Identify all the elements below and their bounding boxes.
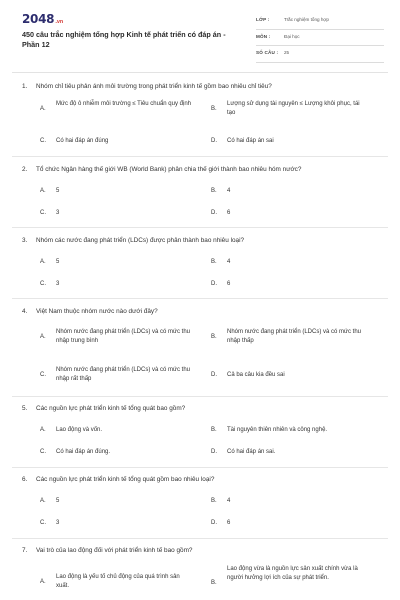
- question-number: 6.: [22, 476, 28, 483]
- option-text: Lượng sử dụng tài nguyên ≤ Lượng khôi phục, tái tạo: [227, 101, 360, 116]
- question-divider: [12, 538, 388, 539]
- question-prompt: Việt Nam thuộc nhóm nước nào dưới đây?: [36, 308, 158, 315]
- option-text: Nhóm nước đang phát triển (LDCs) và có mức thu nhập trung bình: [56, 329, 191, 344]
- option-letter: A.: [40, 498, 46, 504]
- question-number: 1.: [22, 83, 28, 90]
- option-text: 3: [56, 281, 60, 287]
- option-letter: A.: [40, 579, 46, 585]
- option-letter: A.: [40, 259, 46, 265]
- question-text: [22, 82, 382, 91]
- option-text: 5: [56, 188, 60, 194]
- option-text: Nhóm nước đang phát triển (LDCs) và có mức thu nhập rất thấp: [56, 367, 191, 382]
- option-letter: A.: [40, 188, 46, 194]
- question-prompt: Các nguồn lực phát triển kinh tế tổng quát bao gồm?: [36, 405, 186, 412]
- option-text: Tài nguyên thiên nhiên và công nghệ.: [227, 427, 328, 433]
- option-letter: B.: [211, 580, 217, 586]
- option-letter: B.: [211, 259, 217, 265]
- option-text: 6: [227, 281, 231, 287]
- option-letter: D.: [211, 210, 217, 216]
- site-logo[interactable]: [22, 12, 63, 26]
- question-divider: [12, 396, 388, 397]
- question-divider: [12, 467, 388, 468]
- option-letter: C.: [40, 210, 46, 216]
- question-prompt: Vai trò của lao động đối với phát triển kinh tế bao gồm?: [36, 547, 193, 554]
- option-text: Có hai đáp án đúng: [56, 138, 109, 144]
- option-text: Lao động vừa là nguồn lực sản xuất chính vừa là người hưởng lợi ích của sự phát triển.: [227, 566, 358, 581]
- option-letter: C.: [40, 372, 46, 378]
- option-letter: D.: [211, 372, 217, 378]
- option-letter: D.: [211, 281, 217, 287]
- option-text: 6: [227, 520, 231, 526]
- question-prompt: Nhóm chỉ tiêu phản ánh môi trường trong phát triển kinh tế gồm bao nhiêu chỉ tiêu?: [36, 83, 272, 90]
- question-divider: [12, 227, 388, 228]
- meta-label: LỚP :: [256, 17, 270, 22]
- header-divider: [12, 72, 388, 73]
- option-text: 4: [227, 259, 231, 265]
- option-letter: B.: [211, 106, 217, 112]
- option-letter: B.: [211, 427, 217, 433]
- question-number: 5.: [22, 405, 28, 412]
- meta-row-class: [256, 13, 384, 30]
- question-number: 7.: [22, 547, 28, 554]
- option-text: 4: [227, 498, 231, 504]
- option-text: Có hai đáp án đúng.: [56, 449, 111, 455]
- option-text: 3: [56, 520, 60, 526]
- meta-value: Đại học: [284, 33, 300, 39]
- option-text: Có hai đáp án sai: [227, 138, 274, 144]
- option-letter: C.: [40, 281, 46, 287]
- option-text: Có hai đáp án sai.: [227, 449, 276, 455]
- question-prompt: Nhóm các nước đang phát triển (LDCs) được phân thành bao nhiêu loại?: [36, 237, 245, 244]
- meta-value: 25: [284, 50, 290, 55]
- option-letter: C.: [40, 138, 46, 144]
- option-text: 5: [56, 259, 60, 265]
- option-letter: A.: [40, 106, 46, 112]
- option-text: Lao động là yếu tố chủ động của quá trình sản xuất.: [56, 574, 180, 589]
- option-text: Nhóm nước đang phát triển (LDCs) và có mức thu nhập thấp: [227, 329, 362, 344]
- document-title: 450 câu trắc nghiệm tổng hợp Kinh tế phát triển có đáp án - Phần 12: [22, 30, 226, 49]
- question-prompt: Các nguồn lực phát triển kinh tế tổng quát gồm bao nhiêu loại?: [36, 476, 215, 483]
- logo-suffix: .vn: [55, 19, 64, 25]
- question-text: [22, 475, 382, 484]
- option-text: 3: [56, 210, 60, 216]
- question-number: 4.: [22, 308, 28, 315]
- option-letter: A.: [40, 334, 46, 340]
- meta-label: SỐ CÂU :: [256, 50, 279, 55]
- document-meta: [256, 13, 384, 63]
- option-letter: D.: [211, 138, 217, 144]
- option-text: Lao động và vốn.: [56, 427, 103, 433]
- option-letter: C.: [40, 449, 46, 455]
- meta-value: Trắc nghiệm tổng hợp: [284, 17, 329, 22]
- option-text: 6: [227, 210, 231, 216]
- option-letter: B.: [211, 498, 217, 504]
- option-letter: C.: [40, 520, 46, 526]
- option-letter: A.: [40, 427, 46, 433]
- question-text: [22, 546, 382, 555]
- document-header: [0, 0, 400, 64]
- question-text: [22, 165, 382, 174]
- question-text: [22, 236, 382, 245]
- option-letter: D.: [211, 520, 217, 526]
- question-prompt: Tổ chức Ngân hàng thế giới WB (World Bank) phân chia thế giới thành bao nhiêu hóm nước?: [36, 166, 302, 173]
- meta-row-subject: [256, 30, 384, 47]
- meta-label: MÔN :: [256, 33, 271, 39]
- option-text: Mức độ ô nhiễm môi trường ≤ Tiêu chuẩn quy định: [56, 101, 191, 107]
- option-text: 4: [227, 188, 231, 194]
- option-letter: B.: [211, 188, 217, 194]
- question-text: [22, 307, 382, 316]
- question-text: [22, 404, 382, 413]
- question-number: 2.: [22, 166, 28, 173]
- question-divider: [12, 298, 388, 299]
- option-text: 5: [56, 498, 60, 504]
- option-letter: B.: [211, 334, 217, 340]
- meta-row-count: [256, 46, 384, 63]
- option-text: Cả ba câu kia đều sai: [227, 372, 285, 378]
- question-number: 3.: [22, 237, 28, 244]
- option-letter: D.: [211, 449, 217, 455]
- logo-main: 2048: [22, 12, 55, 26]
- question-divider: [12, 156, 388, 157]
